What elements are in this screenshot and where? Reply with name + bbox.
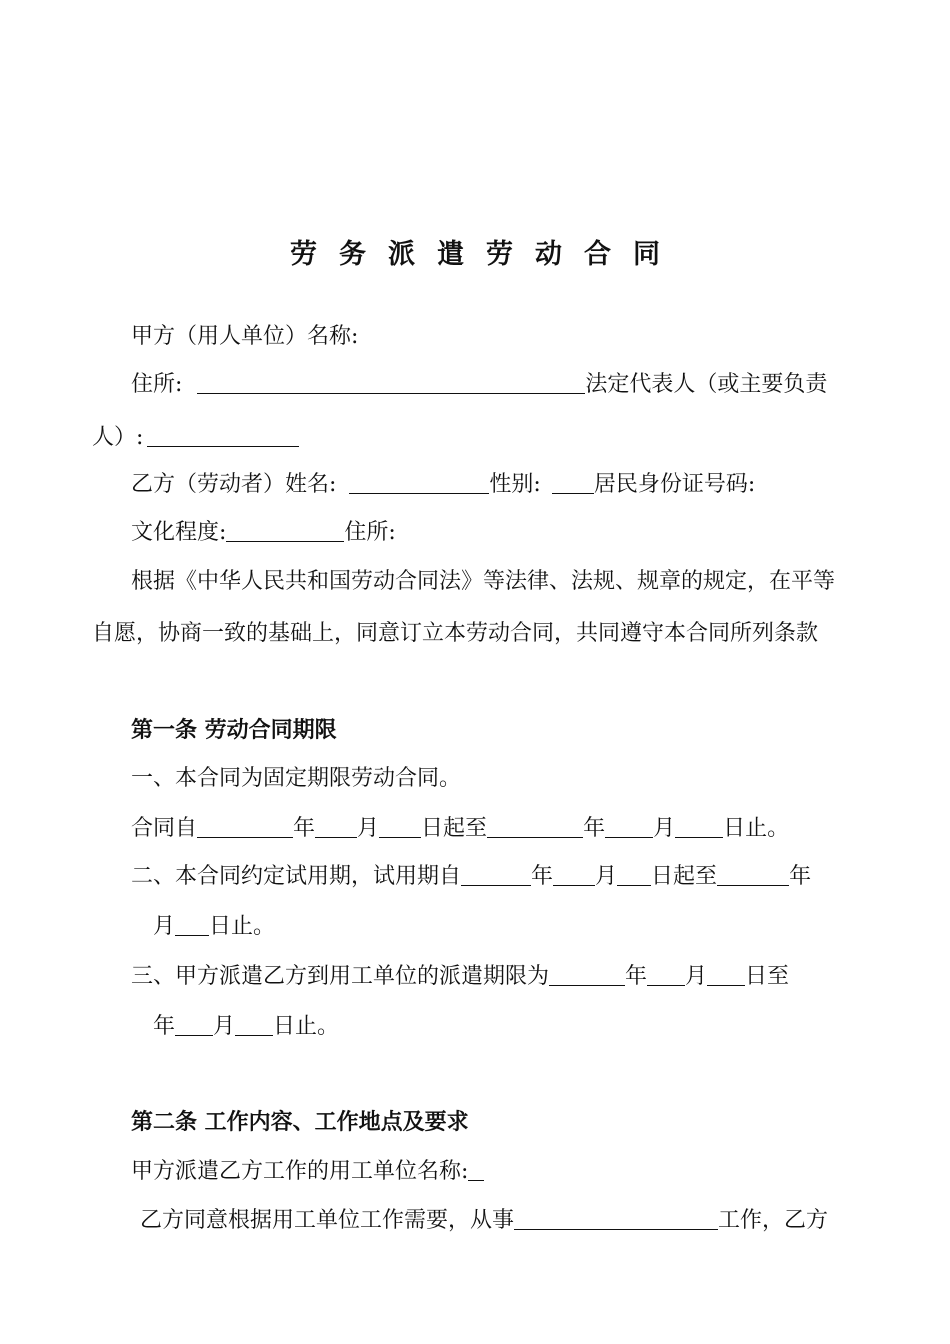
party-b-name-label: 乙方（劳动者）姓名:	[131, 472, 337, 497]
party-b-edu-label: 文化程度:	[131, 520, 227, 545]
party-b-line	[131, 470, 755, 500]
day-from-label: 日起至	[651, 864, 718, 889]
year-label: 年	[583, 816, 606, 841]
article-1-item-2-cont	[153, 912, 275, 942]
article-1-heading: 第一条 劳动合同期限	[131, 717, 337, 743]
employer-unit-line	[131, 1157, 484, 1187]
article-1-item-2	[131, 862, 811, 892]
term-end-day-blank[interactable]	[675, 815, 723, 838]
document-title: 劳务派遣劳动合同	[290, 239, 682, 270]
dispatch-end-day-blank[interactable]	[235, 1013, 273, 1036]
month-label: 月	[213, 1014, 236, 1039]
work-suffix: 工作，乙方	[718, 1208, 829, 1233]
year-label: 年	[153, 1014, 176, 1039]
party-b-edu-line	[131, 518, 396, 548]
day-end-label: 日止。	[723, 816, 790, 841]
article-1-item-3-cont	[153, 1012, 339, 1042]
party-b-gender-blank[interactable]	[552, 471, 594, 494]
dispatch-start-year-blank[interactable]	[549, 963, 625, 986]
work-content-blank[interactable]	[514, 1207, 718, 1230]
probation-end-year-blank[interactable]	[717, 863, 789, 886]
dispatch-end-month-blank[interactable]	[175, 1013, 213, 1036]
term-end-month-blank[interactable]	[605, 815, 653, 838]
article-1-item-1: 一、本合同为固定期限劳动合同。	[131, 766, 462, 791]
party-a-address-label: 住所:	[131, 372, 183, 397]
month-label: 月	[595, 864, 618, 889]
year-label: 年	[293, 816, 316, 841]
term-start-label: 合同自	[131, 816, 198, 841]
month-label: 月	[685, 964, 708, 989]
term-end-year-blank[interactable]	[487, 815, 583, 838]
year-label: 年	[789, 864, 812, 889]
party-b-address-label: 住所:	[344, 520, 396, 545]
dispatch-prefix: 三、甲方派遣乙方到用工单位的派遣期限为	[131, 964, 550, 989]
day-end-label: 日止。	[209, 914, 276, 939]
party-a-address-line	[131, 370, 827, 400]
probation-prefix: 二、本合同约定试用期，试用期自	[131, 864, 462, 889]
probation-end-month-blank[interactable]	[175, 913, 209, 936]
day-end-label: 日止。	[273, 1014, 340, 1039]
work-prefix: 乙方同意根据用工单位工作需要，从事	[140, 1208, 515, 1233]
day-to-label: 日至	[745, 964, 790, 989]
day-from-label: 日起至	[421, 816, 488, 841]
month-label: 月	[357, 816, 380, 841]
intro-line-1: 根据《中华人民共和国劳动合同法》等法律、法规、规章的规定，在平等	[131, 569, 836, 594]
employer-unit-label: 甲方派遣乙方工作的用工单位名称:	[131, 1159, 469, 1184]
probation-start-year-blank[interactable]	[461, 863, 531, 886]
dispatch-start-month-blank[interactable]	[647, 963, 685, 986]
party-b-id-label: 居民身份证号码:	[593, 472, 756, 497]
party-a-rep-label-cont: 人）:	[92, 425, 144, 450]
year-label: 年	[625, 964, 648, 989]
term-start-day-blank[interactable]	[379, 815, 421, 838]
party-a-rep-line	[92, 423, 299, 453]
intro-line-2: 自愿，协商一致的基础上，同意订立本劳动合同，共同遵守本合同所列条款	[92, 621, 819, 646]
probation-start-month-blank[interactable]	[553, 863, 595, 886]
party-b-edu-blank[interactable]	[226, 519, 344, 542]
term-start-month-blank[interactable]	[315, 815, 357, 838]
term-start-year-blank[interactable]	[197, 815, 293, 838]
party-b-name-blank[interactable]	[349, 471, 489, 494]
month-label: 月	[653, 816, 676, 841]
contract-term-line	[131, 814, 789, 844]
employer-unit-blank[interactable]	[468, 1158, 484, 1181]
work-content-line	[140, 1206, 828, 1236]
article-1-item-3	[131, 962, 789, 992]
article-2-heading: 第二条 工作内容、工作地点及要求	[131, 1109, 469, 1135]
party-a-address-blank[interactable]	[197, 371, 585, 394]
party-a-rep-blank[interactable]	[147, 424, 299, 447]
party-a-rep-label: 法定代表人（或主要负责	[585, 372, 828, 397]
month-label: 月	[153, 914, 176, 939]
dispatch-start-day-blank[interactable]	[707, 963, 745, 986]
party-a-name-label: 甲方（用人单位）名称:	[131, 324, 359, 349]
probation-start-day-blank[interactable]	[617, 863, 651, 886]
year-label: 年	[531, 864, 554, 889]
party-b-gender-label: 性别:	[489, 472, 541, 497]
